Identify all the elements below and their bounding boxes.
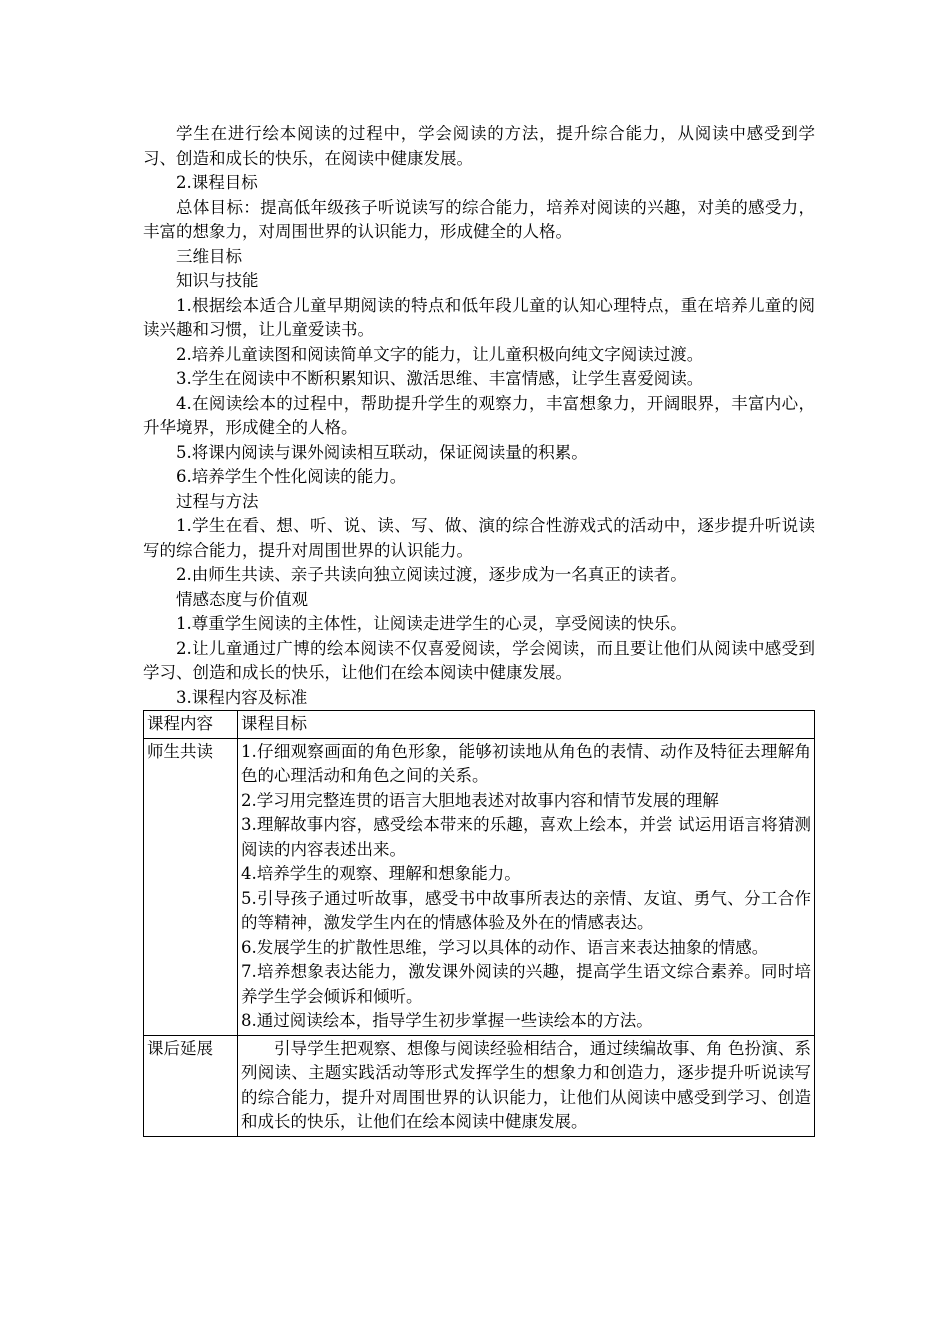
header-course-content: 课程内容 bbox=[144, 711, 238, 739]
document-page bbox=[143, 122, 815, 1137]
list-item: 8.通过阅读绘本，指导学生初步掌握一些读绘本的方法。 bbox=[241, 1011, 653, 1030]
subheading-emotion-values: 情感态度与价值观 bbox=[176, 589, 308, 609]
list-item: 1.仔细观察画面的角色形象，能够初读地从角色的表情、动作及特征去理解角色的心理活动和角色之间的关系。 bbox=[241, 741, 811, 785]
list-item: 4.培养学生的观察、理解和想象能力。 bbox=[241, 864, 521, 883]
knowledge-item-1: 1.根据绘本适合儿童早期阅读的特点和低年段儿童的认知心理特点，重在培养儿童的阅读兴趣和习惯，让儿童爱读书。 bbox=[143, 295, 815, 339]
knowledge-item-4: 4.在阅读绘本的过程中，帮助提升学生的观察力，丰富想象力，开阔眼界，丰富内心，升华境界，形成健全的人格。 bbox=[143, 393, 815, 437]
list-item: 6.发展学生的扩散性思维，学习以具体的动作、语言来表达抽象的情感。 bbox=[241, 937, 769, 957]
knowledge-item-5: 5.将课内阅读与课外阅读相互联动，保证阅读量的积累。 bbox=[176, 442, 588, 462]
header-course-goals: 课程目标 bbox=[238, 711, 815, 739]
section-heading-content-standards: 3.课程内容及标准 bbox=[176, 687, 308, 707]
section-heading-course-goals: 2.课程目标 bbox=[176, 173, 258, 192]
subheading-three-dimensional-goals: 三维目标 bbox=[176, 246, 242, 266]
overall-goal-paragraph: 总体目标：提高低年级孩子听说读写的综合能力，培养对阅读的兴趣，对美的感受力，丰富的想象力，对周围世界的认识能力，形成健全的人格。 bbox=[143, 197, 815, 241]
table-header-row bbox=[144, 711, 815, 739]
subheading-knowledge-skills: 知识与技能 bbox=[176, 271, 259, 290]
course-content-table bbox=[143, 710, 815, 1137]
table-row bbox=[144, 738, 815, 1035]
after-class-extension bbox=[238, 1035, 815, 1136]
after-class-text: 引导学生把观察、想像与阅读经验相结合，通过续编故事、角 色扮演、系列阅读、主题实践活动等形式发挥学生的想象力和创造力，逐步提升听说读写的综合能力，提升对周围世界的认识能力，让他们从阅读中感受到学习、创造和成长的快乐，让他们在绘本阅读中健康发展。 bbox=[241, 1038, 811, 1131]
row-label-after-class: 课后延展 bbox=[144, 1035, 238, 1136]
process-item-1: 1.学生在看、想、听、说、读、写、做、演的综合性游戏式的活动中，逐步提升听说读写的综合能力，提升对周围世界的认识能力。 bbox=[143, 516, 815, 560]
subheading-process-methods: 过程与方法 bbox=[176, 491, 259, 511]
table-row bbox=[144, 1035, 815, 1136]
list-item: 7.培养想象表达能力，激发课外阅读的兴趣，提高学生语文综合素养。同时培养学生学会倾诉和倾听。 bbox=[241, 962, 811, 1006]
process-item-2: 2.由师生共读、亲子共读向独立阅读过渡，逐步成为一名真正的读者。 bbox=[176, 565, 687, 584]
list-item: 2.学习用完整连贯的语言大胆地表述对故事内容和情节发展的理解 bbox=[241, 790, 719, 810]
knowledge-item-3: 3.学生在阅读中不断积累知识、激活思维、丰富情感，让学生喜爱阅读。 bbox=[176, 369, 704, 388]
knowledge-item-2: 2.培养儿童读图和阅读简单文字的能力，让儿童积极向纯文字阅读过渡。 bbox=[176, 344, 704, 364]
shared-reading-goals bbox=[238, 738, 815, 1035]
list-item: 3.理解故事内容，感受绘本带来的乐趣，喜欢上绘本，并尝 试运用语言将猜测阅读的内容表述出来。 bbox=[241, 815, 811, 859]
emotion-item-2: 2.让儿童通过广博的绘本阅读不仅喜爱阅读，学会阅读，而且要让他们从阅读中感受到学习、创造和成长的快乐，让他们在绘本阅读中健康发展。 bbox=[143, 638, 815, 682]
row-label-shared-reading: 师生共读 bbox=[144, 738, 238, 1035]
list-item: 5.引导孩子通过听故事，感受书中故事所表达的亲情、友谊、勇气、分工合作的等精神，激发学生内在的情感体验及外在的情感表达。 bbox=[241, 888, 811, 932]
knowledge-item-6: 6.培养学生个性化阅读的能力。 bbox=[176, 467, 407, 486]
intro-paragraph: 学生在进行绘本阅读的过程中，学会阅读的方法，提升综合能力，从阅读中感受到学习、创造和成长的快乐，在阅读中健康发展。 bbox=[143, 124, 815, 168]
emotion-item-1: 1.尊重学生阅读的主体性，让阅读走进学生的心灵，享受阅读的快乐。 bbox=[176, 614, 687, 633]
